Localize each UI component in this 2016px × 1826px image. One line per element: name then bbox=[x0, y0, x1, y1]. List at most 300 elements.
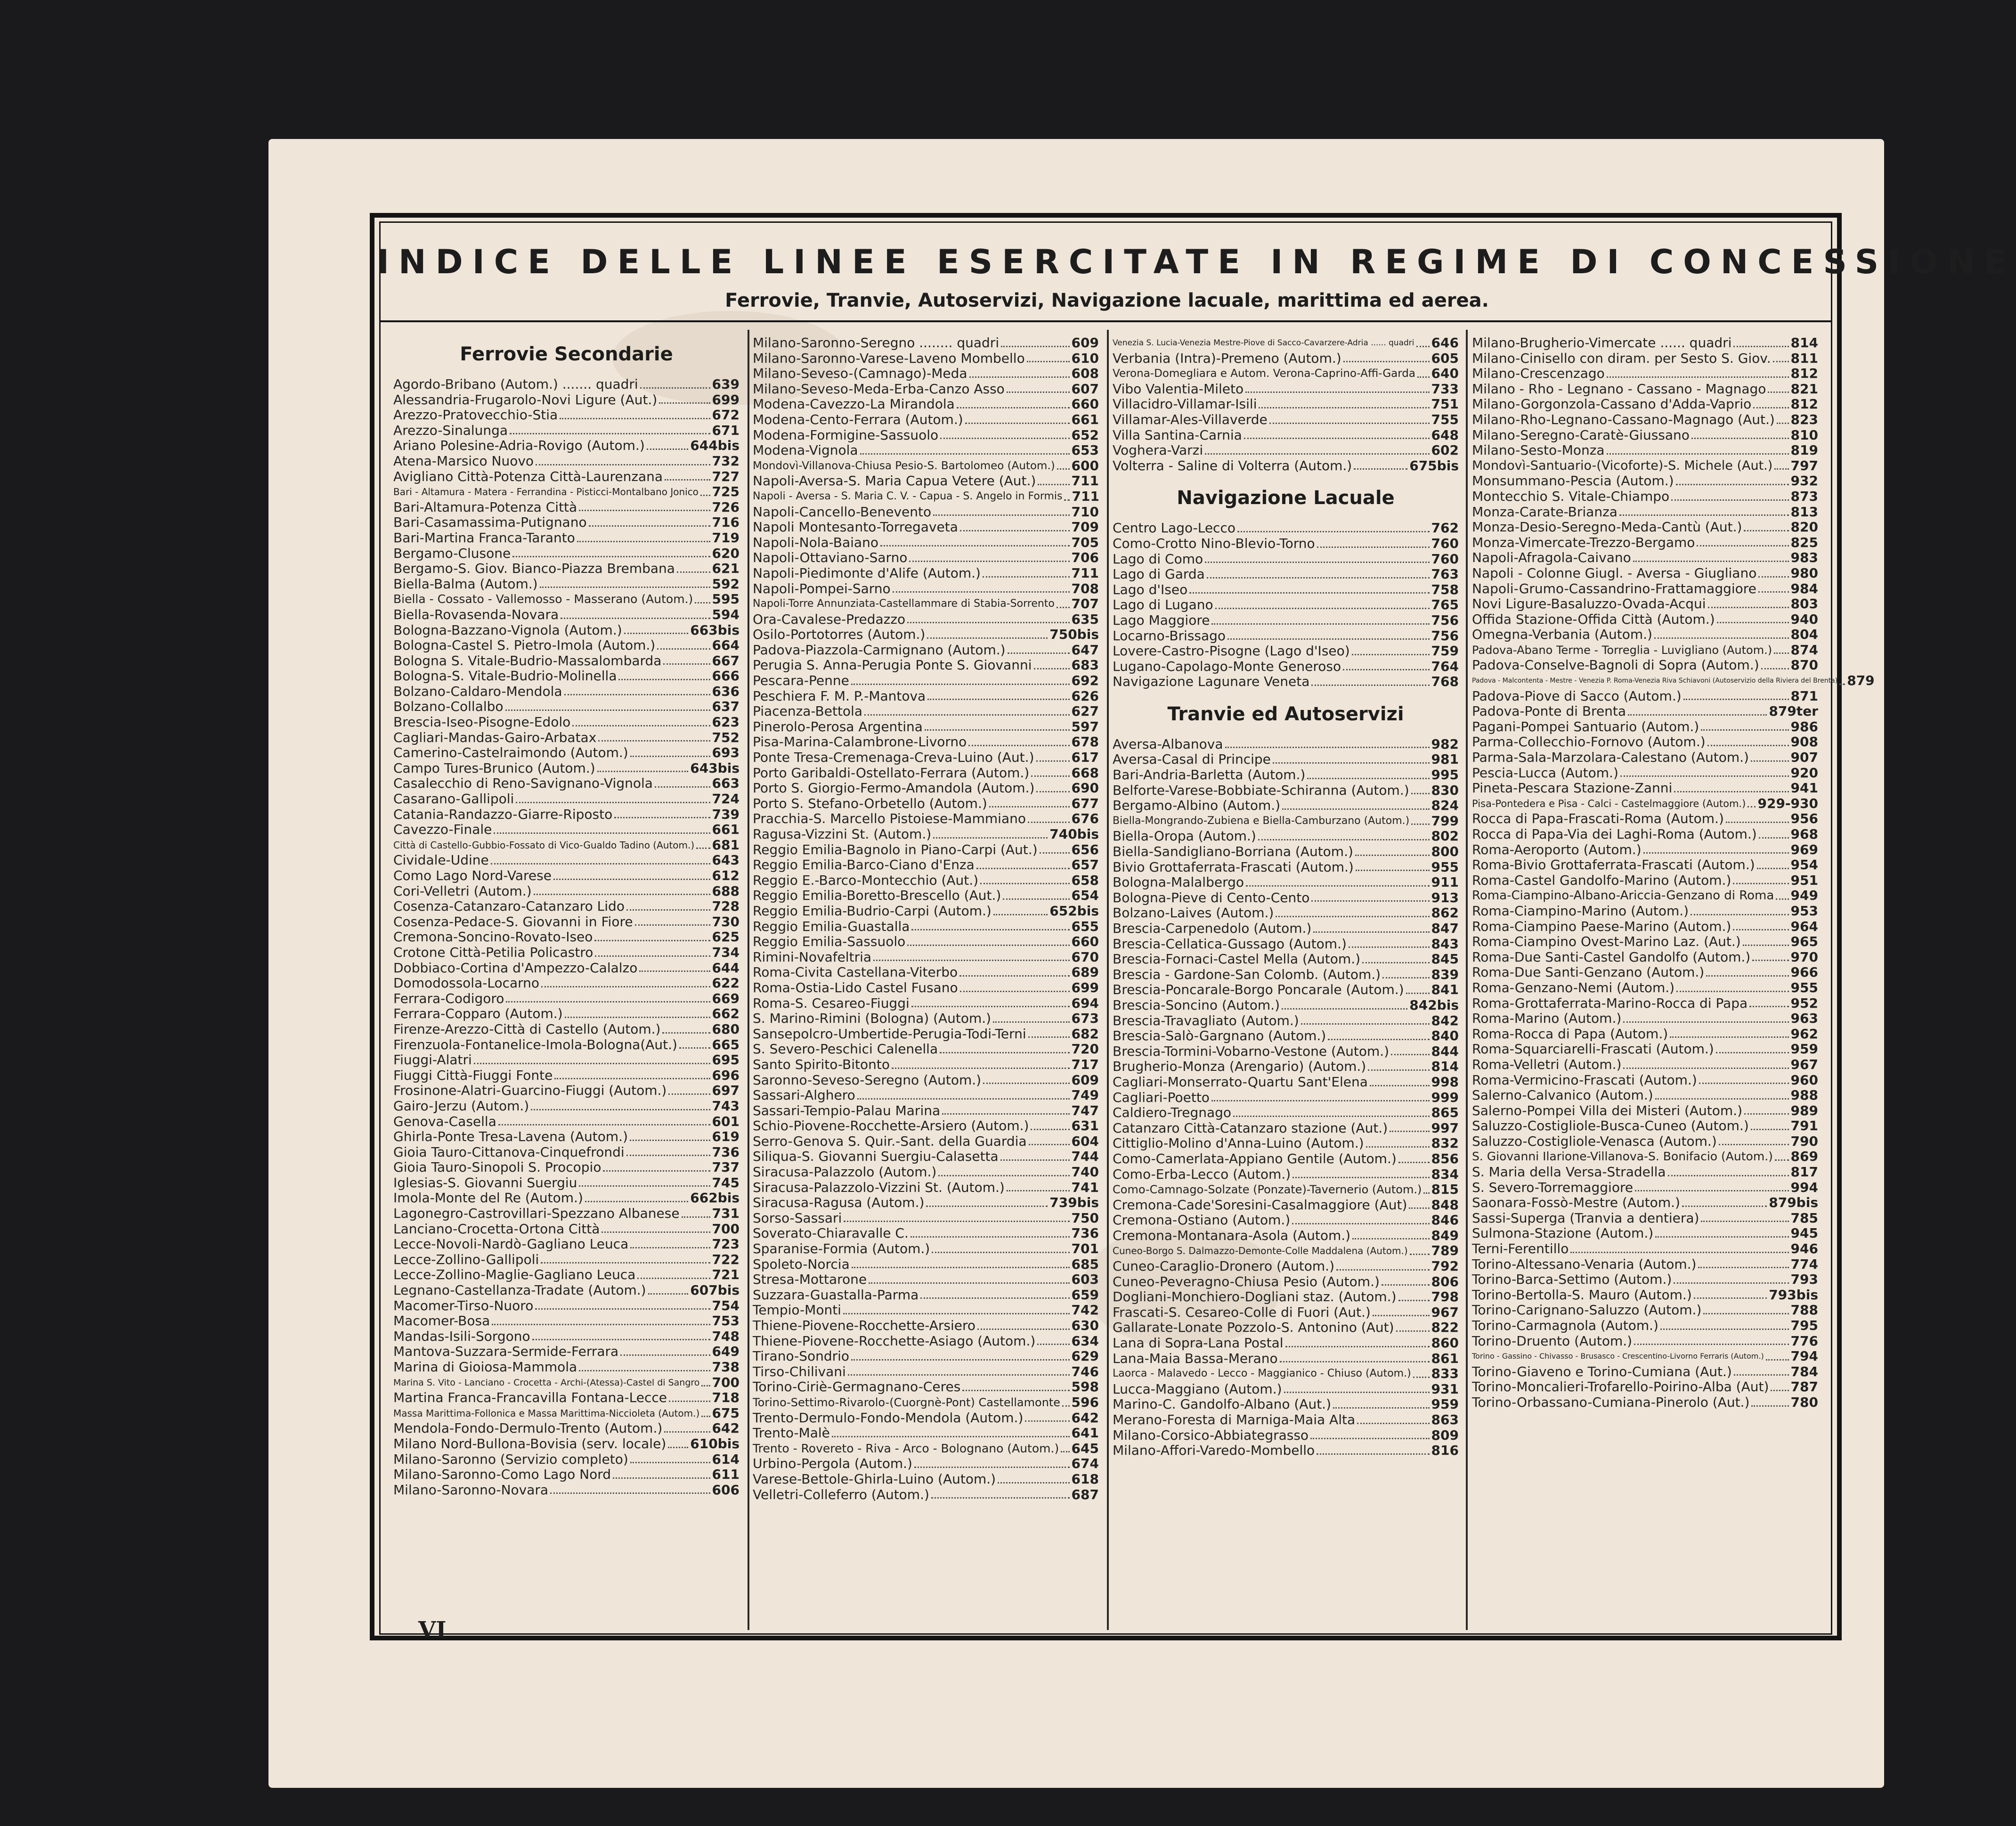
dot-leader bbox=[603, 1170, 710, 1172]
page-number: 614 bbox=[712, 1451, 740, 1467]
line-name: Milano-Saronno-Seregno ........ quadri bbox=[753, 335, 1000, 351]
dot-leader bbox=[1245, 391, 1429, 393]
page-number: 812 bbox=[1790, 396, 1818, 412]
line-name: S. Severo-Peschici Calenella bbox=[753, 1041, 938, 1057]
line-name: Cori-Velletri (Autom.) bbox=[393, 883, 532, 899]
index-entry bbox=[1472, 873, 1818, 889]
line-name: Fiuggi Città-Fiuggi Fonte bbox=[393, 1067, 553, 1083]
index-entry bbox=[1472, 1088, 1818, 1103]
line-name: Gairo-Jerzu (Autom.) bbox=[393, 1098, 529, 1114]
page-number: 791 bbox=[1790, 1118, 1818, 1134]
dot-leader bbox=[491, 863, 710, 864]
line-name: Roma-Grottaferrata-Marino-Rocca di Papa bbox=[1472, 995, 1748, 1011]
dot-leader bbox=[1362, 962, 1430, 963]
line-name: Trento-Malè bbox=[753, 1425, 830, 1441]
line-name: Cremona-Cade'Soresini-Casalmaggiore (Aut) bbox=[1113, 1197, 1407, 1213]
dot-leader bbox=[655, 786, 710, 788]
line-name: Macomer-Tirso-Nuoro bbox=[393, 1297, 534, 1313]
page-number: 656 bbox=[1071, 841, 1099, 857]
line-name: Padova-Ponte di Brenta bbox=[1472, 703, 1626, 719]
index-entry bbox=[1472, 1011, 1818, 1027]
index-entry bbox=[1472, 919, 1818, 935]
line-name: Bari-Altamura-Potenza Città bbox=[393, 499, 577, 515]
page-number: 997 bbox=[1431, 1120, 1459, 1136]
index-entry bbox=[393, 392, 740, 408]
line-name: Napoli-Ottaviano-Sarno bbox=[753, 550, 908, 566]
index-entry bbox=[1113, 1428, 1459, 1443]
line-name: Alessandria-Frugarolo-Novi Ligure (Aut.) bbox=[393, 391, 658, 408]
index-entry bbox=[393, 929, 740, 945]
index-entry bbox=[1113, 1397, 1459, 1412]
page-number: 941 bbox=[1790, 780, 1818, 796]
dot-leader bbox=[1343, 361, 1430, 362]
dot-leader bbox=[852, 1267, 1070, 1268]
line-name: Milano Nord-Bullona-Bovisia (serv. locale) bbox=[393, 1435, 667, 1451]
index-entry bbox=[1113, 1028, 1459, 1044]
index-entry bbox=[1113, 443, 1459, 458]
index-entry bbox=[1113, 674, 1459, 690]
dot-leader bbox=[1628, 714, 1767, 716]
line-name: Cagliari-Poetto bbox=[1113, 1089, 1210, 1105]
line-name: Caldiero-Tregnago bbox=[1113, 1105, 1232, 1121]
page-number: 602 bbox=[1431, 442, 1459, 458]
line-name: Modena-Formigine-Sassuolo bbox=[753, 427, 939, 443]
column-navigazione-tranvie bbox=[1113, 335, 1459, 1622]
index-entry bbox=[1113, 1090, 1459, 1106]
page-number: 776 bbox=[1790, 1333, 1818, 1349]
dot-leader bbox=[959, 975, 1069, 977]
dot-leader bbox=[1707, 745, 1789, 746]
dot-leader bbox=[639, 970, 710, 972]
page-number: 946 bbox=[1790, 1241, 1818, 1257]
index-entry bbox=[1472, 1364, 1818, 1380]
index-entry bbox=[393, 807, 740, 823]
line-name: Bari-Martina Franca-Taranto bbox=[393, 530, 575, 546]
page-number: 846 bbox=[1431, 1212, 1459, 1228]
line-name: Biella-Oropa (Autom.) bbox=[1113, 828, 1256, 844]
page-number: 955 bbox=[1790, 979, 1818, 995]
dot-leader bbox=[626, 1155, 710, 1156]
dot-leader bbox=[701, 1416, 710, 1417]
page-number: 949 bbox=[1790, 888, 1818, 904]
dot-leader bbox=[1774, 468, 1788, 470]
index-entry bbox=[393, 1252, 740, 1268]
index-entry bbox=[1113, 644, 1459, 659]
index-entry bbox=[1113, 1243, 1459, 1259]
page-number: 706 bbox=[1071, 550, 1099, 566]
line-name: Milano-Cinisello con diram. per Sesto S. Giov. bbox=[1472, 350, 1771, 366]
dot-leader bbox=[1671, 499, 1788, 501]
dot-leader bbox=[682, 1216, 710, 1218]
line-name: Brescia-Poncarale-Borgo Poncarale (Autom.) bbox=[1113, 982, 1404, 998]
line-name: Bolzano-Caldaro-Mendola bbox=[393, 683, 562, 699]
index-entry bbox=[393, 1052, 740, 1068]
page-number: 745 bbox=[712, 1174, 740, 1190]
page-number: 740bis bbox=[1049, 826, 1099, 842]
page-number: 995 bbox=[1431, 767, 1459, 783]
line-name: Stresa-Mottarone bbox=[753, 1272, 867, 1288]
line-name: Torino - Gassino - Chivasso - Brusasco - Crescentino-Livorno Ferraris (Autom.) bbox=[1472, 1352, 1764, 1361]
index-entry bbox=[393, 1006, 740, 1022]
index-entry bbox=[393, 592, 740, 607]
page-number: 989 bbox=[1790, 1102, 1818, 1118]
line-name: Como Lago Nord-Varese bbox=[393, 868, 552, 883]
page-number: 760 bbox=[1431, 551, 1459, 567]
dot-leader bbox=[1349, 946, 1430, 948]
column-divider bbox=[748, 330, 749, 1630]
dot-leader bbox=[933, 837, 1048, 839]
line-name: Salerno-Pompei Villa dei Misteri (Autom.) bbox=[1472, 1102, 1742, 1118]
line-name: Saluzzo-Costigliole-Venasca (Autom.) bbox=[1472, 1133, 1717, 1149]
page-number: 762 bbox=[1431, 520, 1459, 536]
index-entry bbox=[393, 945, 740, 961]
line-name: Gioia Tauro-Cittanova-Cinquefrondi bbox=[393, 1144, 625, 1160]
page-number: 832 bbox=[1431, 1135, 1459, 1151]
line-name: Roma-Marino (Autom.) bbox=[1472, 1011, 1622, 1027]
dot-leader bbox=[1307, 778, 1429, 779]
dot-leader bbox=[1416, 346, 1430, 347]
page-number: 625 bbox=[712, 929, 740, 945]
dot-leader bbox=[532, 1339, 710, 1340]
index-entry bbox=[753, 689, 1099, 704]
page-number: 822 bbox=[1431, 1320, 1459, 1336]
index-entry bbox=[393, 699, 740, 715]
index-entry bbox=[1472, 1149, 1818, 1165]
dot-leader bbox=[665, 479, 710, 481]
page-number: 842bis bbox=[1409, 997, 1459, 1013]
line-name: Massa Marittima-Follonica e Massa Marittima-Niccioleta (Autom.) bbox=[393, 1407, 700, 1419]
index-entry bbox=[1113, 382, 1459, 397]
entry-list bbox=[1113, 335, 1459, 473]
index-entry bbox=[393, 438, 740, 454]
dot-leader bbox=[851, 1359, 1070, 1361]
page-number: 755 bbox=[1431, 411, 1459, 427]
page-number: 742 bbox=[1071, 1302, 1099, 1318]
index-entry bbox=[393, 530, 740, 546]
dot-leader bbox=[1336, 1269, 1430, 1271]
page-number: 647 bbox=[1071, 642, 1099, 658]
page-number: 621 bbox=[712, 561, 740, 577]
index-entry bbox=[753, 873, 1099, 889]
dot-leader bbox=[541, 1262, 710, 1264]
page-number: 754 bbox=[712, 1297, 740, 1313]
index-entry bbox=[1472, 489, 1818, 505]
page-number: 723 bbox=[712, 1236, 740, 1252]
dot-leader bbox=[700, 495, 710, 496]
page-number: 764 bbox=[1431, 658, 1459, 674]
page-number: 617 bbox=[1071, 750, 1099, 766]
line-name: Roma-Due Santi-Castel Gandolfo (Autom.) bbox=[1472, 949, 1751, 965]
page-number: 728 bbox=[712, 898, 740, 914]
line-name: S. Marino-Rimini (Bologna) (Autom.) bbox=[753, 1011, 992, 1027]
line-name: Soverato-Chiaravalle C. bbox=[753, 1225, 909, 1241]
page-number: 641 bbox=[1071, 1425, 1099, 1441]
page-number: 861 bbox=[1431, 1350, 1459, 1366]
index-entry bbox=[753, 566, 1099, 581]
index-entry bbox=[1113, 1059, 1459, 1075]
page-number: 609 bbox=[1071, 1072, 1099, 1088]
index-entry bbox=[1472, 1257, 1818, 1272]
entry-list bbox=[1472, 335, 1875, 1410]
page-number: 809 bbox=[1431, 1427, 1459, 1443]
page-number: 699 bbox=[1071, 979, 1099, 995]
index-entry bbox=[1113, 1274, 1459, 1290]
dot-leader bbox=[907, 622, 1069, 623]
dot-leader bbox=[1040, 852, 1070, 854]
page-number: 982 bbox=[1431, 736, 1459, 752]
index-entry bbox=[1472, 904, 1818, 919]
index-entry bbox=[393, 1068, 740, 1084]
line-name: Urbino-Pergola (Autom.) bbox=[753, 1456, 912, 1472]
page-number: 814 bbox=[1790, 335, 1818, 351]
dot-leader bbox=[1607, 376, 1789, 378]
dot-leader bbox=[1417, 376, 1430, 378]
dot-leader bbox=[535, 1308, 710, 1310]
index-entry bbox=[1113, 397, 1459, 412]
line-name: Spoleto-Norcia bbox=[753, 1256, 850, 1272]
index-entry bbox=[1113, 1213, 1459, 1228]
line-name: Locarno-Brissago bbox=[1113, 628, 1226, 644]
index-entry bbox=[1472, 996, 1818, 1011]
dot-leader bbox=[983, 576, 1070, 578]
line-name: Camerino-Castelraimondo (Autom.) bbox=[393, 745, 628, 761]
page-number: 645 bbox=[1071, 1440, 1099, 1456]
line-name: Como-Crotto Nino-Blevio-Torno bbox=[1113, 535, 1315, 551]
index-entry bbox=[393, 838, 740, 853]
dot-leader bbox=[1037, 1344, 1069, 1345]
line-name: Napoli-Grumo-Cassandrino-Frattamaggiore bbox=[1472, 580, 1756, 596]
page-number: 788 bbox=[1790, 1302, 1818, 1318]
index-entry bbox=[1472, 351, 1818, 367]
dot-leader bbox=[1733, 883, 1788, 884]
dot-leader bbox=[940, 438, 1069, 439]
page-number: 817 bbox=[1790, 1164, 1818, 1180]
index-entry bbox=[1472, 566, 1818, 581]
line-name: Crotone Città-Petilia Policastro bbox=[393, 944, 593, 960]
page-number: 763 bbox=[1431, 566, 1459, 582]
index-entry bbox=[1472, 1103, 1818, 1119]
page-number: 655 bbox=[1071, 918, 1099, 934]
section-heading-tranvie-autoservizi: Tranvie ed Autoservizi bbox=[1167, 703, 1404, 725]
line-name: Bari-Casamassima-Putignano bbox=[393, 514, 587, 530]
page-number: 741 bbox=[1071, 1179, 1099, 1195]
line-name: Modena-Vignola bbox=[753, 442, 858, 458]
page-number: 758 bbox=[1431, 581, 1459, 597]
dot-leader bbox=[1189, 592, 1429, 594]
dot-leader bbox=[1406, 993, 1430, 994]
page-number: 793bis bbox=[1769, 1287, 1818, 1303]
dot-leader bbox=[1227, 638, 1429, 640]
line-name: Como-Erba-Lecco (Autom.) bbox=[1113, 1166, 1291, 1182]
column-tranvie-continued bbox=[1472, 335, 1875, 1622]
page-title: INDICE DELLE LINEE ESERCITATE IN REGIME DI CONCESSIONE bbox=[377, 243, 2016, 281]
index-entry bbox=[1472, 1303, 1818, 1318]
page-number: 753 bbox=[712, 1313, 740, 1329]
page-number: 725 bbox=[712, 484, 740, 500]
dot-leader bbox=[1409, 1207, 1429, 1209]
page-number: 717 bbox=[1071, 1056, 1099, 1072]
index-entry bbox=[1472, 965, 1818, 980]
page-number: 607 bbox=[1071, 381, 1099, 397]
line-name: Lana di Sopra-Lana Postal bbox=[1113, 1335, 1284, 1351]
index-entry bbox=[753, 796, 1099, 812]
page-number: 612 bbox=[712, 868, 740, 883]
page-number: 680 bbox=[712, 1021, 740, 1037]
dot-leader bbox=[696, 848, 710, 849]
index-entry bbox=[1472, 781, 1818, 796]
dot-leader bbox=[589, 525, 710, 527]
dot-leader bbox=[1708, 607, 1789, 608]
line-name: Pinerolo-Perosa Argentina bbox=[753, 718, 923, 734]
dot-leader bbox=[1674, 791, 1788, 792]
page-number: 721 bbox=[712, 1267, 740, 1283]
index-entry bbox=[393, 1190, 740, 1206]
index-entry bbox=[393, 454, 740, 469]
index-entry bbox=[1113, 659, 1459, 675]
line-name: Mondovì-Villanova-Chiusa Pesio-S. Bartolomeo (Autom.) bbox=[753, 459, 1055, 472]
index-entry bbox=[753, 428, 1099, 443]
dot-leader bbox=[1698, 1267, 1788, 1268]
index-entry bbox=[753, 1334, 1099, 1349]
dot-leader bbox=[1768, 391, 1788, 393]
page-number: 956 bbox=[1790, 811, 1818, 827]
dot-leader bbox=[1031, 775, 1069, 777]
index-entry bbox=[1472, 1318, 1818, 1334]
line-name: Torino-Carmagnola (Autom.) bbox=[1472, 1318, 1658, 1333]
dot-leader bbox=[1034, 668, 1070, 669]
index-entry bbox=[393, 653, 740, 669]
dot-leader bbox=[942, 1113, 1069, 1115]
page-number: 592 bbox=[712, 576, 740, 592]
dot-leader bbox=[695, 602, 710, 603]
line-name: Brescia-Tormini-Vobarno-Vestone (Autom.) bbox=[1113, 1043, 1390, 1059]
page-number: 719 bbox=[712, 530, 740, 546]
page-number: 940 bbox=[1790, 611, 1818, 627]
dot-leader bbox=[965, 423, 1070, 424]
dot-leader bbox=[663, 663, 710, 665]
index-entry bbox=[1113, 737, 1459, 752]
line-name: Salerno-Calvanico (Autom.) bbox=[1472, 1087, 1653, 1103]
dot-leader bbox=[911, 929, 1069, 930]
dot-leader bbox=[1777, 423, 1789, 424]
line-name: Pineta-Pescara Stazione-Zanni bbox=[1472, 780, 1673, 796]
index-entry bbox=[753, 1288, 1099, 1303]
page-number: 802 bbox=[1431, 828, 1459, 844]
line-name: Torino-Barca-Settimo (Autom.) bbox=[1472, 1272, 1672, 1288]
dot-leader bbox=[892, 1068, 1070, 1069]
dot-leader bbox=[980, 883, 1069, 884]
page-number: 658 bbox=[1071, 872, 1099, 888]
line-name: Reggio Emilia-Barco-Ciano d'Enza bbox=[753, 857, 975, 873]
page-number: 601 bbox=[712, 1113, 740, 1129]
line-name: Città di Castello-Gubbio-Fossato di Vico-Gualdo Tadino (Autom.) bbox=[393, 839, 695, 851]
page-number: 707 bbox=[1071, 596, 1099, 612]
line-name: Brugherio-Monza (Arengario) (Autom.) bbox=[1113, 1059, 1366, 1075]
index-entry bbox=[753, 627, 1099, 643]
dot-leader bbox=[927, 637, 1048, 639]
line-name: Reggio Emilia-Sassuolo bbox=[753, 934, 906, 950]
line-name: Biella-Rovasenda-Novara bbox=[393, 606, 559, 622]
index-entry bbox=[393, 791, 740, 807]
page-number: 708 bbox=[1071, 580, 1099, 596]
dot-leader bbox=[1759, 837, 1789, 839]
dot-leader bbox=[1744, 530, 1788, 531]
page-number: 820 bbox=[1790, 519, 1818, 535]
index-entry bbox=[1113, 860, 1459, 875]
page-number: 967 bbox=[1431, 1304, 1459, 1320]
dot-leader bbox=[637, 1278, 710, 1279]
index-entry bbox=[1472, 535, 1818, 551]
index-entry bbox=[753, 980, 1099, 996]
index-entry bbox=[753, 888, 1099, 904]
index-entry bbox=[393, 684, 740, 700]
dot-leader bbox=[1008, 652, 1070, 654]
line-name: Milano-Seveso-Meda-Erba-Canzo Asso bbox=[753, 381, 1005, 397]
index-entry bbox=[1472, 550, 1818, 566]
dot-leader bbox=[873, 960, 1070, 961]
page-number: 652bis bbox=[1049, 903, 1099, 919]
line-name: Ragusa-Vizzini St. (Autom.) bbox=[753, 826, 932, 842]
page-number: 750 bbox=[1071, 1210, 1099, 1226]
page-number: 710 bbox=[1071, 504, 1099, 520]
page-number: 696 bbox=[712, 1067, 740, 1083]
index-entry bbox=[1113, 613, 1459, 628]
index-entry bbox=[393, 1375, 740, 1391]
index-entry bbox=[393, 1467, 740, 1483]
page-number: 793 bbox=[1790, 1272, 1818, 1288]
page-number: 931 bbox=[1431, 1381, 1459, 1397]
page-number: 594 bbox=[712, 606, 740, 622]
dot-leader bbox=[844, 1221, 1069, 1222]
page-number: 865 bbox=[1431, 1105, 1459, 1121]
line-name: Napoli-Cancello-Benevento bbox=[753, 504, 932, 520]
page-number: 660 bbox=[1071, 396, 1099, 412]
dot-leader bbox=[657, 648, 710, 650]
column-divider bbox=[1107, 330, 1109, 1630]
page-number: 848 bbox=[1431, 1197, 1459, 1213]
dot-leader bbox=[669, 1401, 710, 1402]
dot-leader bbox=[1036, 760, 1070, 762]
dot-leader bbox=[1744, 1113, 1789, 1115]
dot-leader bbox=[1285, 1346, 1430, 1347]
page-number: 870 bbox=[1790, 657, 1818, 673]
line-name: Biella - Cossato - Vallemosso - Masserano (Autom.) bbox=[393, 592, 693, 606]
line-name: Suzzara-Guastalla-Parma bbox=[753, 1287, 919, 1303]
index-entry bbox=[1113, 905, 1459, 921]
index-entry bbox=[753, 1426, 1099, 1441]
page-number: 598 bbox=[1071, 1379, 1099, 1395]
index-entry bbox=[1472, 1288, 1818, 1303]
line-name: Villacidro-Villamar-Isili bbox=[1113, 396, 1257, 412]
line-name: Torino-Settimo-Rivarolo-(Cuorgnè-Pont) Castellamonte bbox=[753, 1395, 1061, 1409]
line-name: Legnano-Castellanza-Tradate (Autom.) bbox=[393, 1282, 646, 1298]
line-name: Mendola-Fondo-Dermulo-Trento (Autom.) bbox=[393, 1420, 663, 1436]
page-number: 697 bbox=[712, 1083, 740, 1099]
page-number: 932 bbox=[1790, 473, 1818, 489]
line-name: Milano-Corsico-Abbiategrasso bbox=[1113, 1427, 1309, 1443]
line-name: Lago Maggiore bbox=[1113, 612, 1210, 628]
index-entry bbox=[753, 1134, 1099, 1149]
line-name: Modena-Cento-Ferrara (Autom.) bbox=[753, 411, 963, 427]
dot-leader bbox=[1623, 1021, 1788, 1023]
page-number: 648 bbox=[1431, 427, 1459, 443]
page-number: 960 bbox=[1790, 1072, 1818, 1088]
line-name: Como-Camnago-Solzate (Ponzate)-Tavernerio (Autom.) bbox=[1113, 1183, 1422, 1197]
index-entry bbox=[1113, 412, 1459, 428]
page-number: 833 bbox=[1431, 1366, 1459, 1382]
page-number: 965 bbox=[1790, 934, 1818, 950]
dot-leader bbox=[1027, 361, 1070, 362]
